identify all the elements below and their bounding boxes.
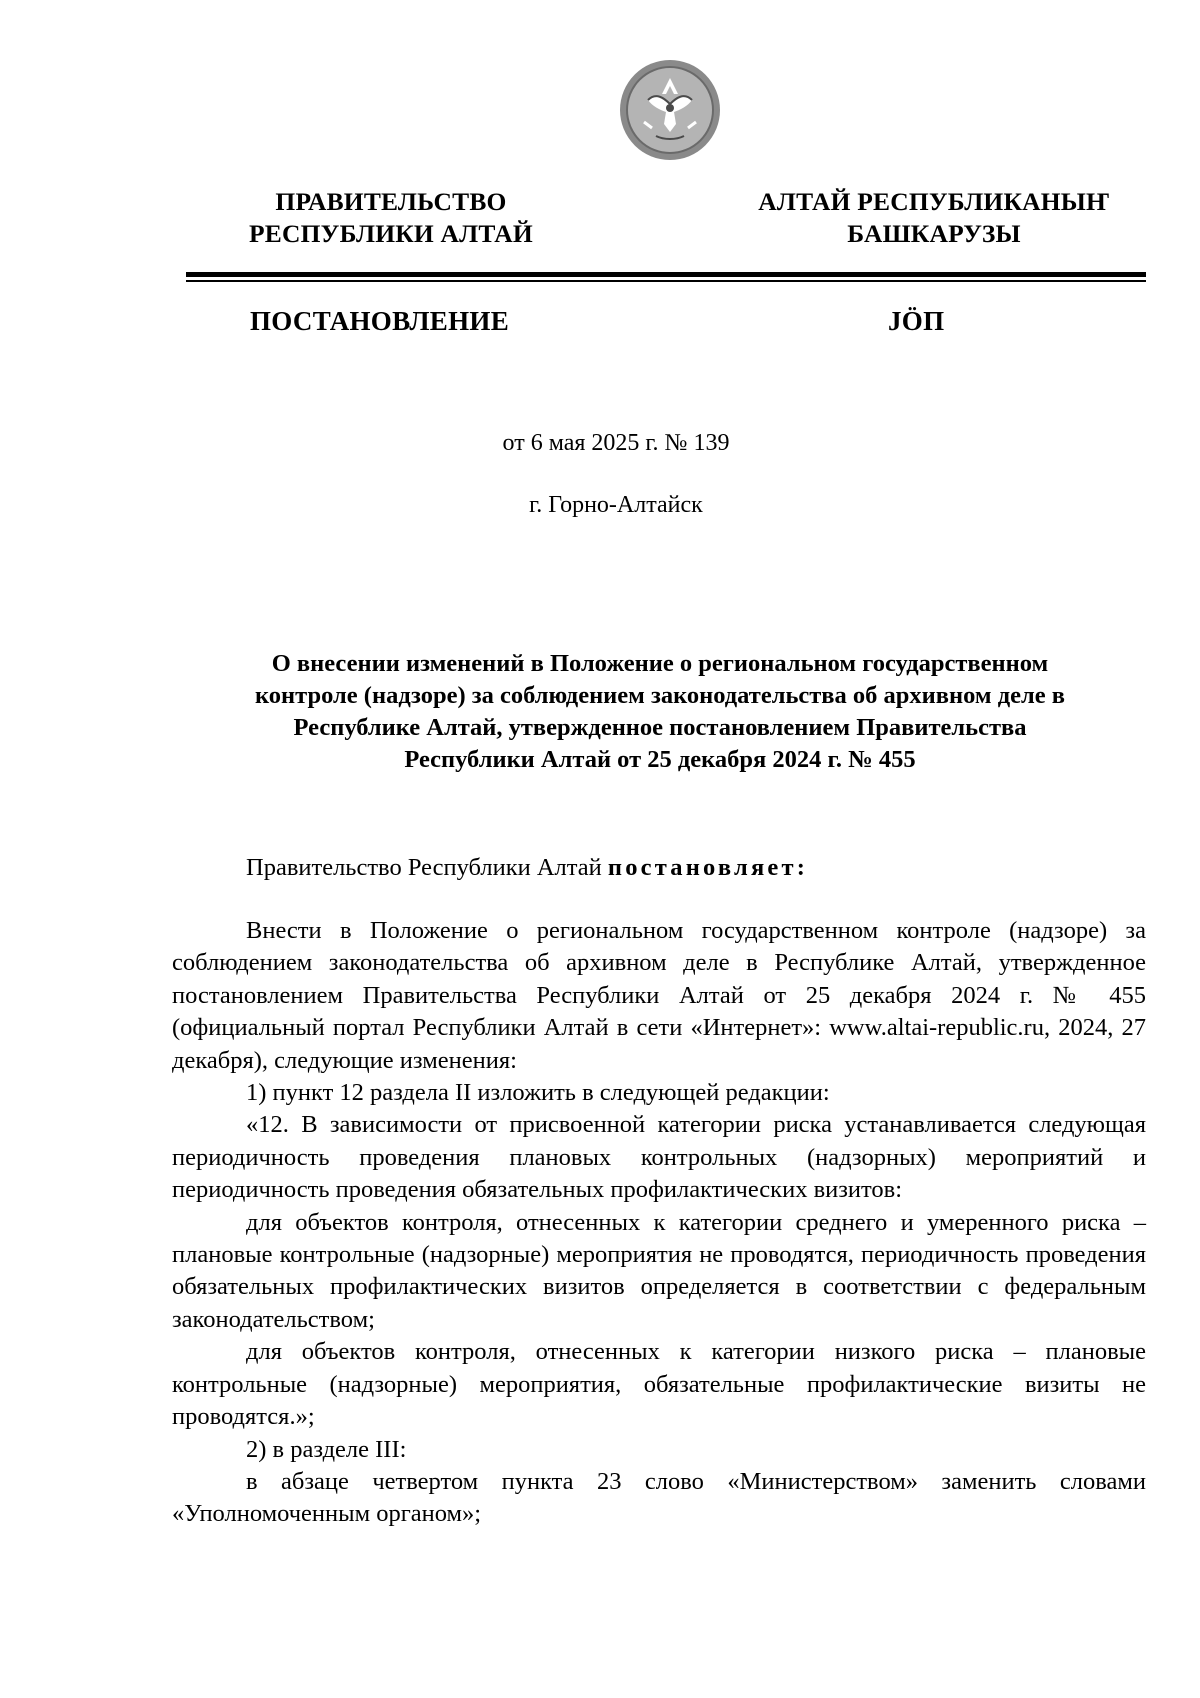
body-paragraph-5: для объектов контроля, отнесенных к категории низкого риска – плановые контрольные (надзорные) мероприятия, обязательные профилактические визиты не проводятся.»; [172, 1338, 1146, 1431]
body-paragraph-2: 1) пункт 12 раздела II изложить в следующей редакции: [246, 1079, 830, 1107]
body-paragraph-4: для объектов контроля, отнесенных к категории среднего и умеренного риска – плановые контрольные (надзорные) мероприятия не проводятся, периодичность проведения обязательных профилактических визитов определяется в соответствии с федеральным законодательством; [172, 1208, 1146, 1333]
body-paragraph-7: в абзаце четвертом пункта 23 слово «Министерством» заменить словами «Уполномоченным органом»; [172, 1467, 1146, 1528]
document-title-line3: Республике Алтай, утвержденное постановлением Правительства [293, 714, 1027, 741]
government-name-russian-line2: РЕСПУБЛИКИ АЛТАЙ [249, 219, 533, 248]
document-title [176, 648, 1144, 776]
document-title-line1: О внесении изменений в Положение о региональном государственном [271, 650, 1049, 677]
government-name-altai-line1: АЛТАЙ РЕСПУБЛИКАНЫҤ [758, 187, 1110, 216]
altai-republic-emblem-icon [618, 58, 722, 162]
header-divider-thick [186, 272, 1146, 277]
government-name-russian-line1: ПРАВИТЕЛЬСТВО [275, 187, 507, 216]
document-date-number: от 6 мая 2025 г. № 139 [502, 430, 730, 456]
document-city: г. Горно-Алтайск [529, 492, 703, 518]
resolution-subject: Правительство Республики Алтай [246, 854, 608, 881]
body-paragraph-6: 2) в разделе III: [246, 1435, 407, 1463]
document-body [172, 915, 1146, 1531]
resolution-statement [246, 852, 808, 884]
government-name-altai-line2: БАШКАРУЗЫ [847, 219, 1021, 248]
doc-type-russian: ПОСТАНОВЛЕНИЕ [250, 306, 510, 336]
resolution-verb: постановляет: [607, 854, 809, 881]
body-paragraph-3: «12. В зависимости от присвоенной категории риска устанавливается следующая периодичность проведения плановых контрольных (надзорных) мероприятий и периодичность проведения обязательных профилактических визитов: [172, 1111, 1146, 1204]
header-divider-thin [186, 280, 1146, 282]
document-title-line4: Республики Алтай от 25 декабря 2024 г. № 455 [404, 746, 916, 773]
document-title-line2: контроле (надзоре) за соблюдением законодательства об архивном деле в [255, 682, 1065, 709]
body-paragraph-1: Внести в Положение о региональном государственном контроле (надзоре) за соблюдением законодательства об архивном деле в Республике Алтай, утвержденное постановлением Правительства Республики Алтай от 25 декабря 2024 г. № 455 (официальный портал Республики Алтай в сети «Интернет»: www.altai-republic.ru, 2024, 27 декабря), следующие изменения: [172, 917, 1146, 1074]
government-name-russian [222, 186, 560, 250]
government-name-altai [718, 186, 1150, 250]
doc-type-altai: JÖП [888, 306, 945, 336]
